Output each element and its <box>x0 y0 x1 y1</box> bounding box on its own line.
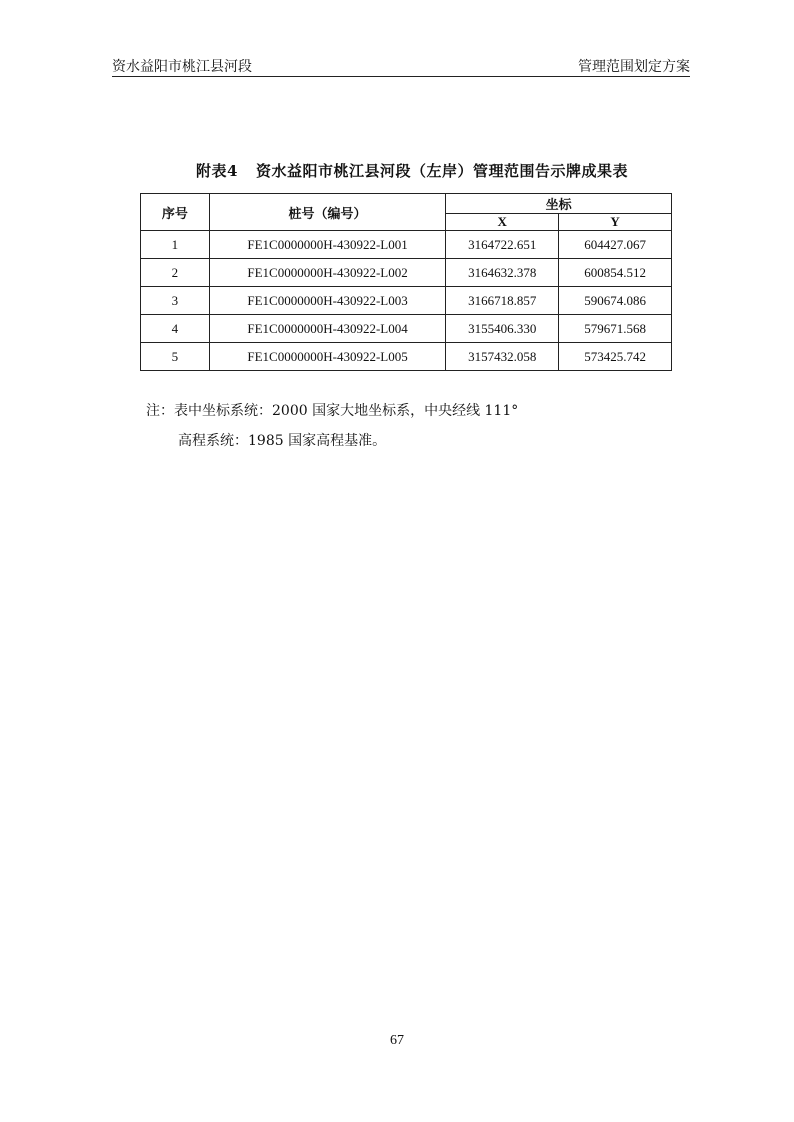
table-title <box>112 160 712 181</box>
cell-seq: 5 <box>141 343 210 371</box>
page-number: 67 <box>390 1033 404 1048</box>
cell-x: 3164722.651 <box>446 231 559 259</box>
cell-stake: FE1C0000000H-430922-L004 <box>209 315 446 343</box>
cell-x: 3166718.857 <box>446 287 559 315</box>
cell-y: 579671.568 <box>559 315 672 343</box>
header-y: Y <box>559 214 672 231</box>
table-title-text: 资水益阳市桃江县河段（左岸）管理范围告示牌成果表 <box>255 162 628 180</box>
cell-y: 573425.742 <box>559 343 672 371</box>
header-left-title: 资水益阳市桃江县河段 <box>112 59 252 75</box>
header-seq: 序号 <box>141 194 210 231</box>
table-row <box>141 315 672 343</box>
header-right-title: 管理范围划定方案 <box>578 59 690 75</box>
table-row <box>141 343 672 371</box>
header-x: X <box>446 214 559 231</box>
cell-seq: 2 <box>141 259 210 287</box>
table-row <box>141 287 672 315</box>
header-stake: 桩号（编号） <box>209 194 446 231</box>
cell-x: 3157432.058 <box>446 343 559 371</box>
cell-x: 3155406.330 <box>446 315 559 343</box>
cell-stake: FE1C0000000H-430922-L002 <box>209 259 446 287</box>
cell-y: 600854.512 <box>559 259 672 287</box>
table-row <box>141 259 672 287</box>
cell-stake: FE1C0000000H-430922-L001 <box>209 231 446 259</box>
cell-y: 604427.067 <box>559 231 672 259</box>
header-coords: 坐标 <box>446 194 672 214</box>
page-header <box>112 52 690 77</box>
note-coordinate-system: 注：表中坐标系统：2000 国家大地坐标系，中央经线 111° <box>146 403 519 419</box>
cell-seq: 3 <box>141 287 210 315</box>
cell-x: 3164632.378 <box>446 259 559 287</box>
cell-seq: 4 <box>141 315 210 343</box>
note-elevation-system: 高程系统：1985 国家高程基准。 <box>178 433 387 449</box>
cell-stake: FE1C0000000H-430922-L003 <box>209 287 446 315</box>
table-notes <box>146 396 518 456</box>
cell-seq: 1 <box>141 231 210 259</box>
table-title-label: 附表4 <box>196 162 238 180</box>
coordinates-table <box>140 193 672 371</box>
cell-stake: FE1C0000000H-430922-L005 <box>209 343 446 371</box>
cell-y: 590674.086 <box>559 287 672 315</box>
table-row <box>141 231 672 259</box>
